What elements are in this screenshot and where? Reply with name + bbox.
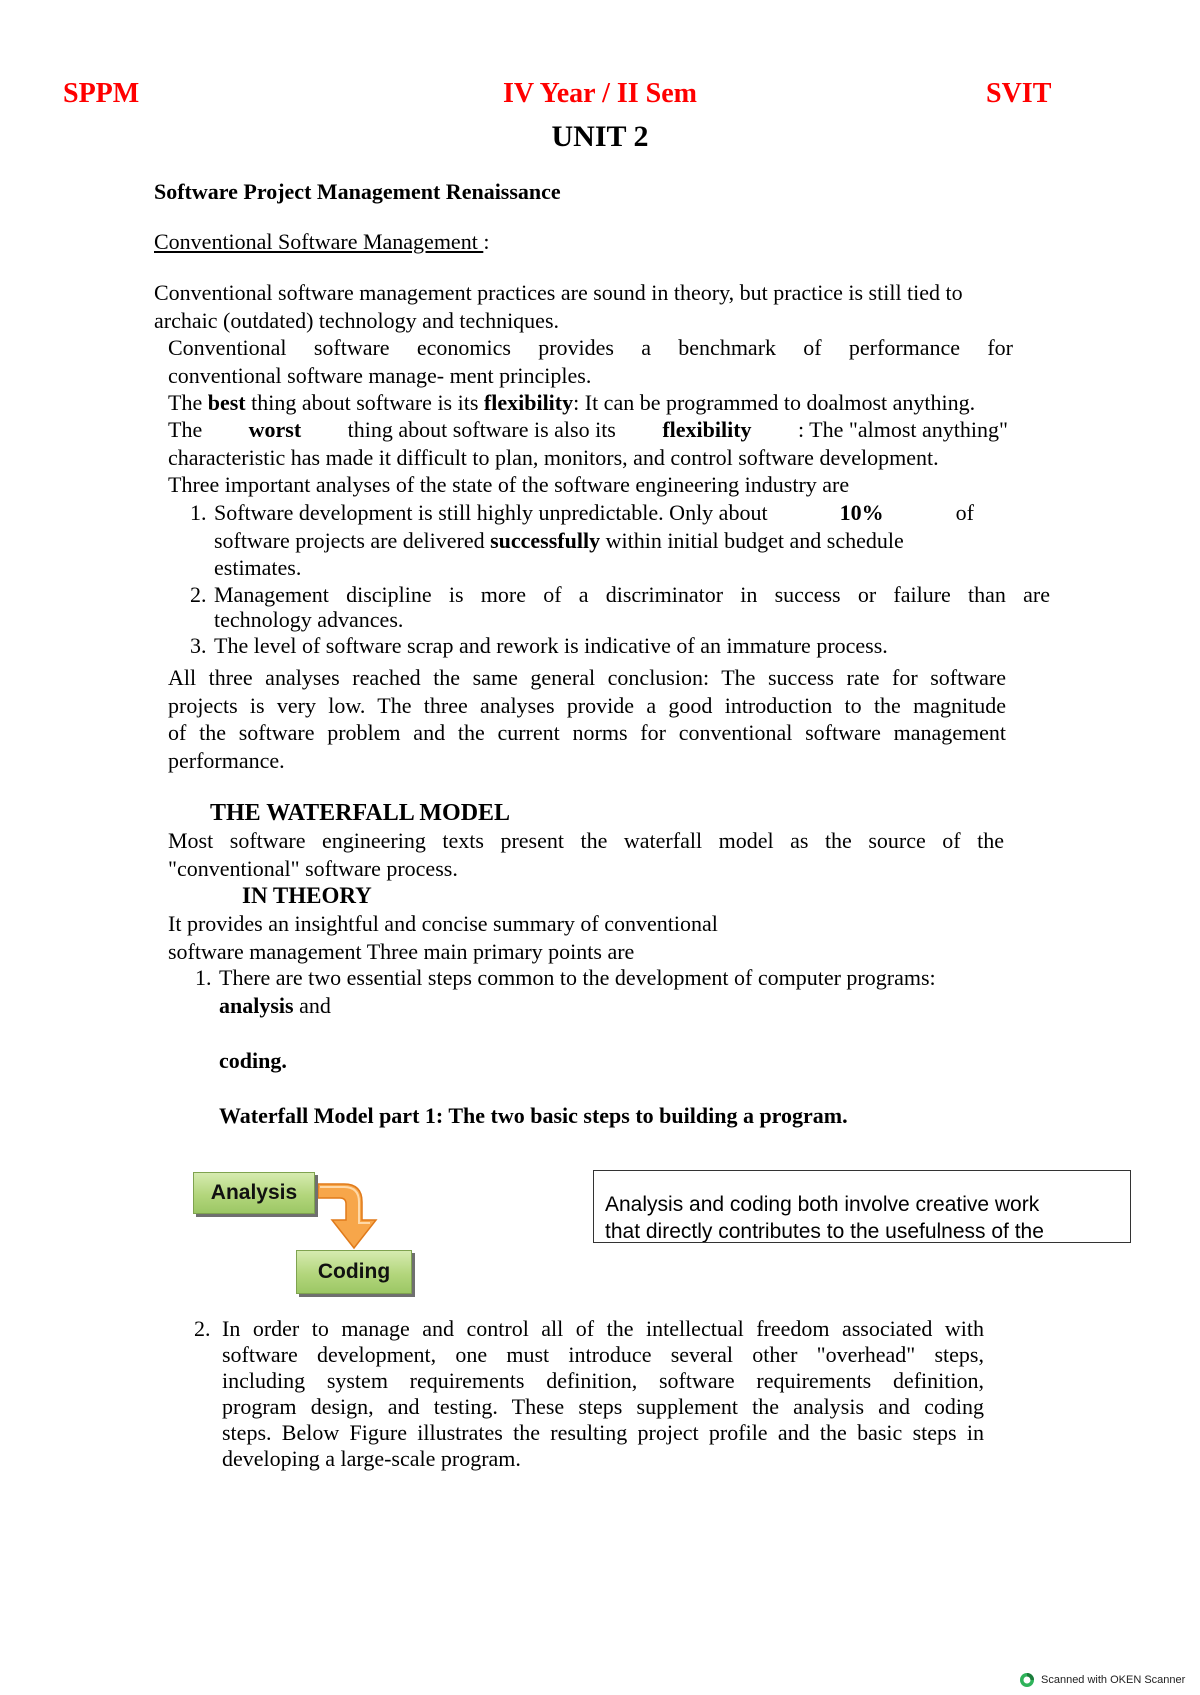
- waterfall-line-2: "conventional" software process.: [168, 855, 458, 881]
- worst-pre: The: [168, 417, 203, 442]
- worst-line-2: characteristic has made it difficult to plan, monitors, and control software development.: [168, 444, 939, 470]
- point-1-and: and: [293, 992, 331, 1018]
- analysis-2-line-2: technology advances.: [214, 606, 404, 632]
- analysis-2-line-1: Management discipline is more of a discriminator in success or failure than are: [214, 581, 1050, 607]
- waterfall-heading: THE WATERFALL MODEL: [210, 800, 511, 826]
- analysis-3-line-1: The level of software scrap and rework is indicative of an immature process.: [214, 632, 888, 658]
- analysis-number-3: 3.: [190, 632, 207, 658]
- scanner-footer: [1019, 1672, 1185, 1688]
- point-2-line-6: developing a large-scale program.: [222, 1446, 521, 1471]
- point-1-line-1: There are two essential steps common to the development of computer programs:: [219, 965, 936, 990]
- header-right: SVIT: [986, 78, 1052, 109]
- best-flexibility: flexibility: [483, 390, 574, 415]
- theory-heading: IN THEORY: [242, 883, 372, 908]
- waterfall-intro: [168, 827, 1004, 882]
- section-title: Software Project Management Renaissance: [154, 179, 561, 204]
- point-2-line-2: software development, one must introduce several other "overhead" steps,: [222, 1342, 984, 1367]
- point-2-line-3: including system requirements definition, software requirements definition,: [222, 1368, 984, 1393]
- conclusion-line-4: performance.: [168, 747, 285, 773]
- analysis-1-line-2: [214, 527, 1050, 555]
- diagram-note-line-1: Analysis and coding both involve creative work: [605, 1193, 1040, 1216]
- header-left: SPPM: [63, 78, 140, 109]
- point-2-line-1: In order to manage and control all of the intellectual freedom associated with: [222, 1316, 984, 1341]
- subsection-title: Conventional Software Management: [154, 229, 484, 254]
- analysis-1-line-3: estimates.: [214, 555, 302, 580]
- conclusion-line-3: of the software problem and the current norms for conventional software management: [168, 720, 1006, 745]
- point-2: [194, 1316, 984, 1472]
- waterfall-line-1: Most software engineering texts present the waterfall model as the source of the: [168, 828, 1004, 853]
- analysis-item-2: [190, 582, 1050, 632]
- scanner-footer-text: Scanned with OKEN Scanner: [1041, 1674, 1186, 1686]
- analysis-number-1: 1.: [190, 500, 207, 525]
- unit-title: UNIT 2: [551, 120, 649, 153]
- point-2-line-4: program design, and testing. These steps supplement the analysis and coding: [222, 1394, 984, 1419]
- diagram-note-line-2: that directly contributes to the usefulness of the: [605, 1220, 1044, 1243]
- figure-caption: Waterfall Model part 1: The two basic steps to building a program.: [219, 1103, 848, 1128]
- theory-line-2: software management Three main primary points are: [168, 938, 635, 964]
- best-post: : It can be programmed to doalmost anything.: [573, 390, 976, 415]
- subsection-heading: [154, 228, 489, 256]
- economics-paragraph: [168, 334, 1013, 389]
- point-1-number: 1.: [195, 965, 212, 990]
- point-1-analysis: analysis: [219, 992, 294, 1018]
- analysis-1-text: Software development is still highly unpredictable. Only about: [214, 500, 768, 525]
- worst-line-1: [168, 416, 1008, 444]
- analysis-item-3: [190, 632, 1050, 660]
- intro-line-1: Conventional software management practices are sound in theory, but practice is still tied to: [154, 280, 963, 305]
- conclusion-line-2: projects is very low. The three analyses provide a good introduction to the magnitude: [168, 692, 1006, 718]
- analysis-item-1: [190, 499, 1050, 582]
- point-2-body: [194, 1316, 984, 1472]
- worst-flexibility: flexibility: [662, 417, 752, 442]
- worst-paragraph: [168, 416, 1008, 471]
- best-mid: thing about software is its: [245, 390, 484, 415]
- point-1-line-2: [195, 992, 1055, 1020]
- header-center: IV Year / II Sem: [503, 78, 697, 109]
- economics-line-1: Conventional software economics provides a benchmark of performance for: [168, 335, 1013, 360]
- analysis-1-line-1: [214, 499, 974, 527]
- conclusion-paragraph: [168, 664, 1006, 774]
- best-paragraph: [168, 389, 975, 417]
- economics-line-2: conventional software manage- ment principles.: [168, 362, 592, 388]
- analysis-1-line-2-post: within initial budget and schedule: [600, 527, 904, 553]
- coding-label: coding.: [219, 1048, 287, 1073]
- point-1: [195, 964, 1055, 1019]
- scanner-logo-icon: [1019, 1672, 1035, 1688]
- best-pre: The: [168, 390, 208, 415]
- point-2-number: 2.: [194, 1316, 211, 1341]
- conclusion-line-1: All three analyses reached the same general conclusion: The success rate for software: [168, 665, 1006, 690]
- intro-paragraph: [154, 279, 1034, 334]
- subsection-colon: :: [483, 229, 490, 254]
- analysis-1-of: of: [955, 500, 974, 525]
- analyses-list: [190, 499, 1050, 659]
- worst-mid: thing about software is also its: [347, 417, 616, 442]
- theory-paragraph: [168, 910, 718, 965]
- analysis-1-successfully: successfully: [490, 527, 601, 553]
- intro-line-2: archaic (outdated) technology and techniques.: [154, 307, 560, 333]
- worst-post: : The "almost anything": [797, 417, 1008, 442]
- diagram-note-box: [593, 1170, 1131, 1243]
- theory-line-1: It provides an insightful and concise summary of conventional: [168, 911, 718, 936]
- worst-bold: worst: [248, 417, 302, 442]
- analysis-1-percent: 10%: [839, 500, 884, 525]
- analyses-intro: Three important analyses of the state of the software engineering industry are: [168, 472, 850, 497]
- analysis-1-line-2-pre: software projects are delivered: [214, 527, 491, 553]
- point-2-line-5: steps. Below Figure illustrates the resulting project profile and the basic steps in: [222, 1420, 984, 1445]
- analysis-number-2: 2.: [190, 581, 207, 607]
- analysis-step-box: Analysis: [193, 1172, 315, 1214]
- coding-step-box: Coding: [296, 1250, 412, 1294]
- best-bold: best: [207, 390, 246, 415]
